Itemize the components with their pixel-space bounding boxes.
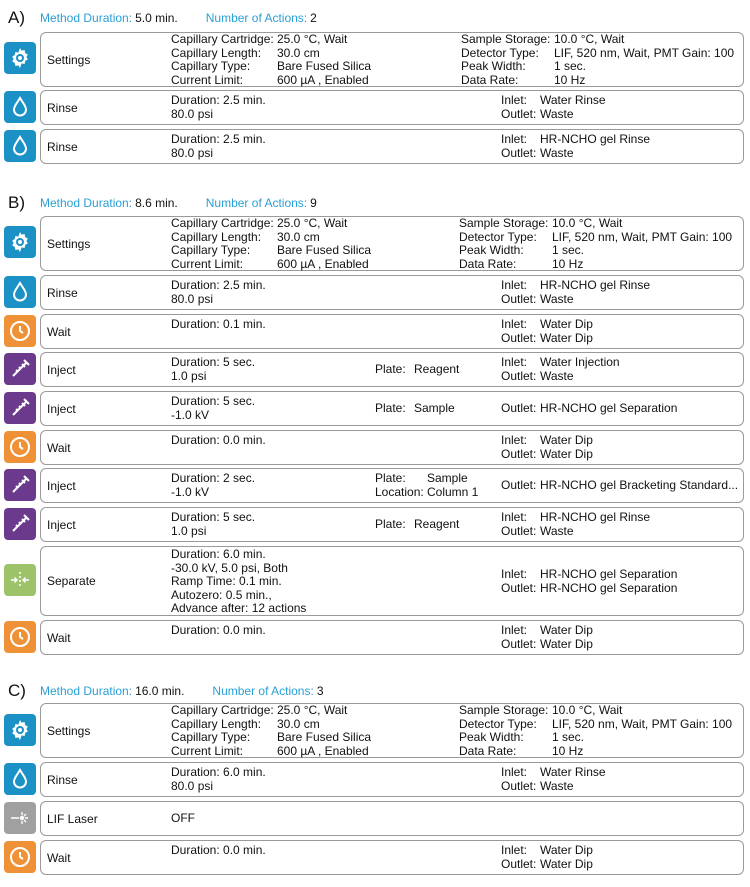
action-row-rinse[interactable] [40,90,744,125]
outlet-value: Water Dip [540,330,593,345]
settings-row[interactable] [40,703,744,758]
capillary-type-value: Bare Fused Silica [277,730,372,744]
action-params [171,395,255,422]
inlet-value: Water Dip [540,317,593,331]
inlet-value: Water Rinse [540,765,606,779]
number-of-actions-value: 9 [310,196,317,210]
row-name: Rinse [47,286,78,300]
plate-value: Reagent [414,517,460,531]
plate-value: Sample [427,471,468,485]
action-row-rinse[interactable] [40,762,744,797]
action-row-rinse[interactable] [40,129,744,164]
advance-after-text: Advance after: 12 actions [171,601,307,615]
action-params [171,133,266,160]
section-label: B) [8,193,25,212]
row-name: Inject [47,363,76,377]
method-duration-label: Method Duration: [40,11,133,25]
duration-text: Duration: 5 sec. [171,355,256,369]
duration-text: Duration: 0.0 min. [171,433,266,447]
inlet-outlet: Outlet: HR-NCHO gel Separation [501,401,678,415]
laser-icon[interactable] [4,802,36,834]
outlet-value: Water Dip [540,636,593,651]
current-limit-value: 600 µA , Enabled [277,256,369,271]
peak-width-value: 1 sec. [554,59,587,73]
droplet-icon[interactable] [4,276,36,308]
clock-icon[interactable] [4,431,36,463]
action-params [171,766,266,793]
method-header [8,8,317,28]
action-params [171,844,266,858]
detector-type-value: LIF, 520 nm, Wait, PMT Gain: 100 [552,229,733,244]
capillary-length-value: 30.0 cm [277,229,320,244]
location-value: Column 1 [427,484,479,499]
capillary-cartridge-value: 25.0 °C, Wait [277,703,348,717]
number-of-actions-label: Number of Actions: [205,196,308,210]
row-name: Inject [47,479,76,493]
inlet-value: HR-NCHO gel Rinse [540,510,651,524]
row-name: Rinse [47,773,78,787]
duration-text: Duration: 5 sec. [171,510,256,524]
number-of-actions-label: Number of Actions: [212,684,314,698]
row-name: Settings [47,53,91,67]
outlet-value: Waste [540,291,574,306]
row-name: LIF Laser [47,812,98,826]
row-name: Wait [47,631,71,645]
outlet-value: Water Dip [540,856,593,871]
row-name: Wait [47,325,71,339]
row-name: Settings [47,724,91,738]
inlet-value: Water Rinse [540,93,606,107]
pressure-text: 1.0 psi [171,368,207,383]
section-label: A) [8,8,25,27]
method-duration-label: Method Duration: [40,196,133,210]
clock-icon[interactable] [4,621,36,653]
clock-icon[interactable] [4,841,36,873]
method-header [8,681,324,701]
settings-row[interactable] [40,32,744,87]
syringe-icon[interactable] [4,353,36,385]
detector-settings: Sample Storage: 10.0 °C, Wait Detector Type: LIF, 520 nm, Wait, PMT Gain: 100 Peak Width: 1 sec. Data Rate: 10 Hz [461,32,735,87]
method-header [8,193,317,213]
plate-value: Sample [414,401,455,415]
action-row-inject[interactable] [40,468,744,503]
ramp-time-text: Ramp Time: 0.1 min. [171,574,282,588]
outlet-value: HR-NCHO gel Bracketing Standard... [540,478,739,492]
duration-text: Duration: 0.0 min. [171,623,266,637]
inlet-outlet: Inlet: HR-NCHO gel Separation Outlet: HR-NCHO gel Separation [501,567,678,595]
voltage-pressure-text: -30.0 kV, 5.0 psi, Both [171,560,288,575]
pressure-text: 80.0 psi [171,145,214,160]
row-name: Settings [47,237,91,251]
autozero-text: Autozero: 0.5 min., [171,587,272,602]
inlet-outlet: Inlet: Water Dip Outlet: Water Dip [501,433,593,461]
capillary-cartridge-value: 25.0 °C, Wait [277,216,348,230]
outlet-value: Waste [540,106,574,121]
detector-settings: Sample Storage: 10.0 °C, Wait Detector Type: LIF, 520 nm, Wait, PMT Gain: 100 Peak Width: 1 sec. Data Rate: 10 Hz [459,703,733,758]
action-params [171,318,266,332]
data-rate-value: 10 Hz [552,256,584,271]
row-name: Wait [47,441,71,455]
action-row-wait[interactable] [40,314,744,349]
outlet-value: Waste [540,368,574,383]
inlet-value: HR-NCHO gel Separation [540,567,678,581]
data-rate-value: 10 Hz [554,72,586,87]
action-row-inject[interactable] [40,507,744,542]
action-params [171,624,266,638]
action-params [171,511,255,538]
droplet-icon[interactable] [4,91,36,123]
pressure-text: 1.0 psi [171,523,207,538]
peak-width-value: 1 sec. [552,730,585,744]
syringe-icon[interactable] [4,508,36,540]
duration-text: Duration: 2.5 min. [171,93,266,107]
plate-info: Plate: Sample [375,401,455,415]
pressure-text: 80.0 psi [171,106,214,121]
laser-state-text: OFF [171,811,195,825]
pressure-text: 80.0 psi [171,291,214,306]
row-name: Rinse [47,140,78,154]
plate-value: Reagent [414,362,460,376]
voltage-text: -1.0 kV [171,407,210,422]
action-row-inject[interactable] [40,352,744,387]
current-limit-value: 600 µA , Enabled [277,72,369,87]
action-params [171,548,306,616]
number-of-actions-value: 3 [316,684,324,698]
section-label: C) [8,681,26,700]
syringe-icon[interactable] [4,392,36,424]
sample-storage-value: 10.0 °C, Wait [552,216,623,230]
duration-text: Duration: 2.5 min. [171,278,266,292]
plate-info: Plate: Sample Location: Column 1 [375,471,479,499]
settings-row[interactable] [40,216,744,271]
action-row-rinse[interactable] [40,275,744,310]
method-duration-value: 16.0 min. [135,684,185,698]
separate-icon[interactable] [4,564,36,596]
action-params [171,812,195,826]
row-name: Inject [47,518,76,532]
clock-icon[interactable] [4,315,36,347]
inlet-value: Water Injection [540,355,620,369]
outlet-value: HR-NCHO gel Separation [540,401,678,415]
data-rate-value: 10 Hz [552,743,584,758]
capillary-settings: Capillary Cartridge: 25.0 °C, Wait Capillary Length: 30.0 cm Capillary Type: Bare Fused Silica Current Limit: 600 µA , Enabled [171,703,372,758]
inlet-outlet: Inlet: Water Rinse Outlet: Waste [501,765,606,793]
droplet-icon[interactable] [4,130,36,162]
droplet-icon[interactable] [4,763,36,795]
capillary-type-value: Bare Fused Silica [277,59,372,73]
capillary-type-value: Bare Fused Silica [277,243,372,257]
action-row-inject[interactable] [40,391,744,426]
action-row-wait[interactable] [40,620,744,655]
inlet-outlet: Inlet: Water Rinse Outlet: Waste [501,93,606,121]
inlet-value: HR-NCHO gel Rinse [540,278,651,292]
outlet-value: Waste [540,145,574,160]
capillary-settings: Capillary Cartridge: 25.0 °C, Wait Capillary Length: 30.0 cm Capillary Type: Bare Fused Silica Current Limit: 600 µA , Enabled [171,32,372,87]
action-params [171,279,266,306]
method-duration-value: 8.6 min. [135,196,178,210]
gear-icon[interactable] [4,714,36,746]
inlet-outlet: Inlet: HR-NCHO gel Rinse Outlet: Waste [501,278,651,306]
number-of-actions-label: Number of Actions: [205,11,308,25]
row-name: Separate [47,574,96,588]
inlet-outlet: Inlet: Water Dip Outlet: Water Dip [501,623,593,651]
duration-text: Duration: 5 sec. [171,394,256,408]
gear-icon[interactable] [4,42,36,74]
current-limit-value: 600 µA , Enabled [277,743,369,758]
gear-icon[interactable] [4,226,36,258]
row-name: Rinse [47,101,78,115]
peak-width-value: 1 sec. [552,243,585,257]
sample-storage-value: 10.0 °C, Wait [552,703,623,717]
inlet-value: HR-NCHO gel Rinse [540,132,651,146]
row-name: Wait [47,851,71,865]
duration-text: Duration: 2 sec. [171,471,256,485]
plate-info: Plate: Reagent [375,362,460,376]
action-params [171,94,266,121]
action-row-separate[interactable] [40,546,744,616]
detector-settings: Sample Storage: 10.0 °C, Wait Detector Type: LIF, 520 nm, Wait, PMT Gain: 100 Peak Width: 1 sec. Data Rate: 10 Hz [459,216,733,271]
detector-type-value: LIF, 520 nm, Wait, PMT Gain: 100 [554,45,735,60]
inlet-value: Water Dip [540,843,593,857]
action-row-lif-laser[interactable] [40,801,744,836]
action-row-wait[interactable] [40,430,744,465]
detector-type-value: LIF, 520 nm, Wait, PMT Gain: 100 [552,716,733,731]
outlet-value: Waste [540,778,574,793]
action-row-wait[interactable] [40,840,744,875]
inlet-outlet: Inlet: HR-NCHO gel Rinse Outlet: Waste [501,132,651,160]
row-name: Inject [47,402,76,416]
action-params [171,356,255,383]
syringe-icon[interactable] [4,469,36,501]
method-duration-label: Method Duration: [40,684,133,698]
capillary-length-value: 30.0 cm [277,45,320,60]
duration-text: Duration: 2.5 min. [171,132,266,146]
method-duration-value: 5.0 min. [135,11,178,25]
capillary-cartridge-value: 25.0 °C, Wait [277,32,348,46]
inlet-outlet: Inlet: Water Dip Outlet: Water Dip [501,317,593,345]
number-of-actions-value: 2 [310,11,317,25]
inlet-value: Water Dip [540,433,593,447]
plate-info: Plate: Reagent [375,517,460,531]
outlet-value: Water Dip [540,446,593,461]
capillary-length-value: 30.0 cm [277,716,320,731]
inlet-outlet: Outlet: HR-NCHO gel Bracketing Standard... [501,478,739,492]
inlet-outlet: Inlet: Water Injection Outlet: Waste [501,355,620,383]
action-params [171,472,255,499]
duration-text: Duration: 6.0 min. [171,765,266,779]
sample-storage-value: 10.0 °C, Wait [554,32,625,46]
pressure-text: 80.0 psi [171,778,214,793]
outlet-value: HR-NCHO gel Separation [540,580,678,595]
duration-text: Duration: 6.0 min. [171,547,266,561]
capillary-settings: Capillary Cartridge: 25.0 °C, Wait Capillary Length: 30.0 cm Capillary Type: Bare Fused Silica Current Limit: 600 µA , Enabled [171,216,372,271]
action-params [171,434,266,448]
inlet-outlet: Inlet: Water Dip Outlet: Water Dip [501,843,593,871]
duration-text: Duration: 0.0 min. [171,843,266,857]
duration-text: Duration: 0.1 min. [171,317,266,331]
outlet-value: Waste [540,523,574,538]
inlet-value: Water Dip [540,623,593,637]
inlet-outlet: Inlet: HR-NCHO gel Rinse Outlet: Waste [501,510,651,538]
voltage-text: -1.0 kV [171,484,210,499]
